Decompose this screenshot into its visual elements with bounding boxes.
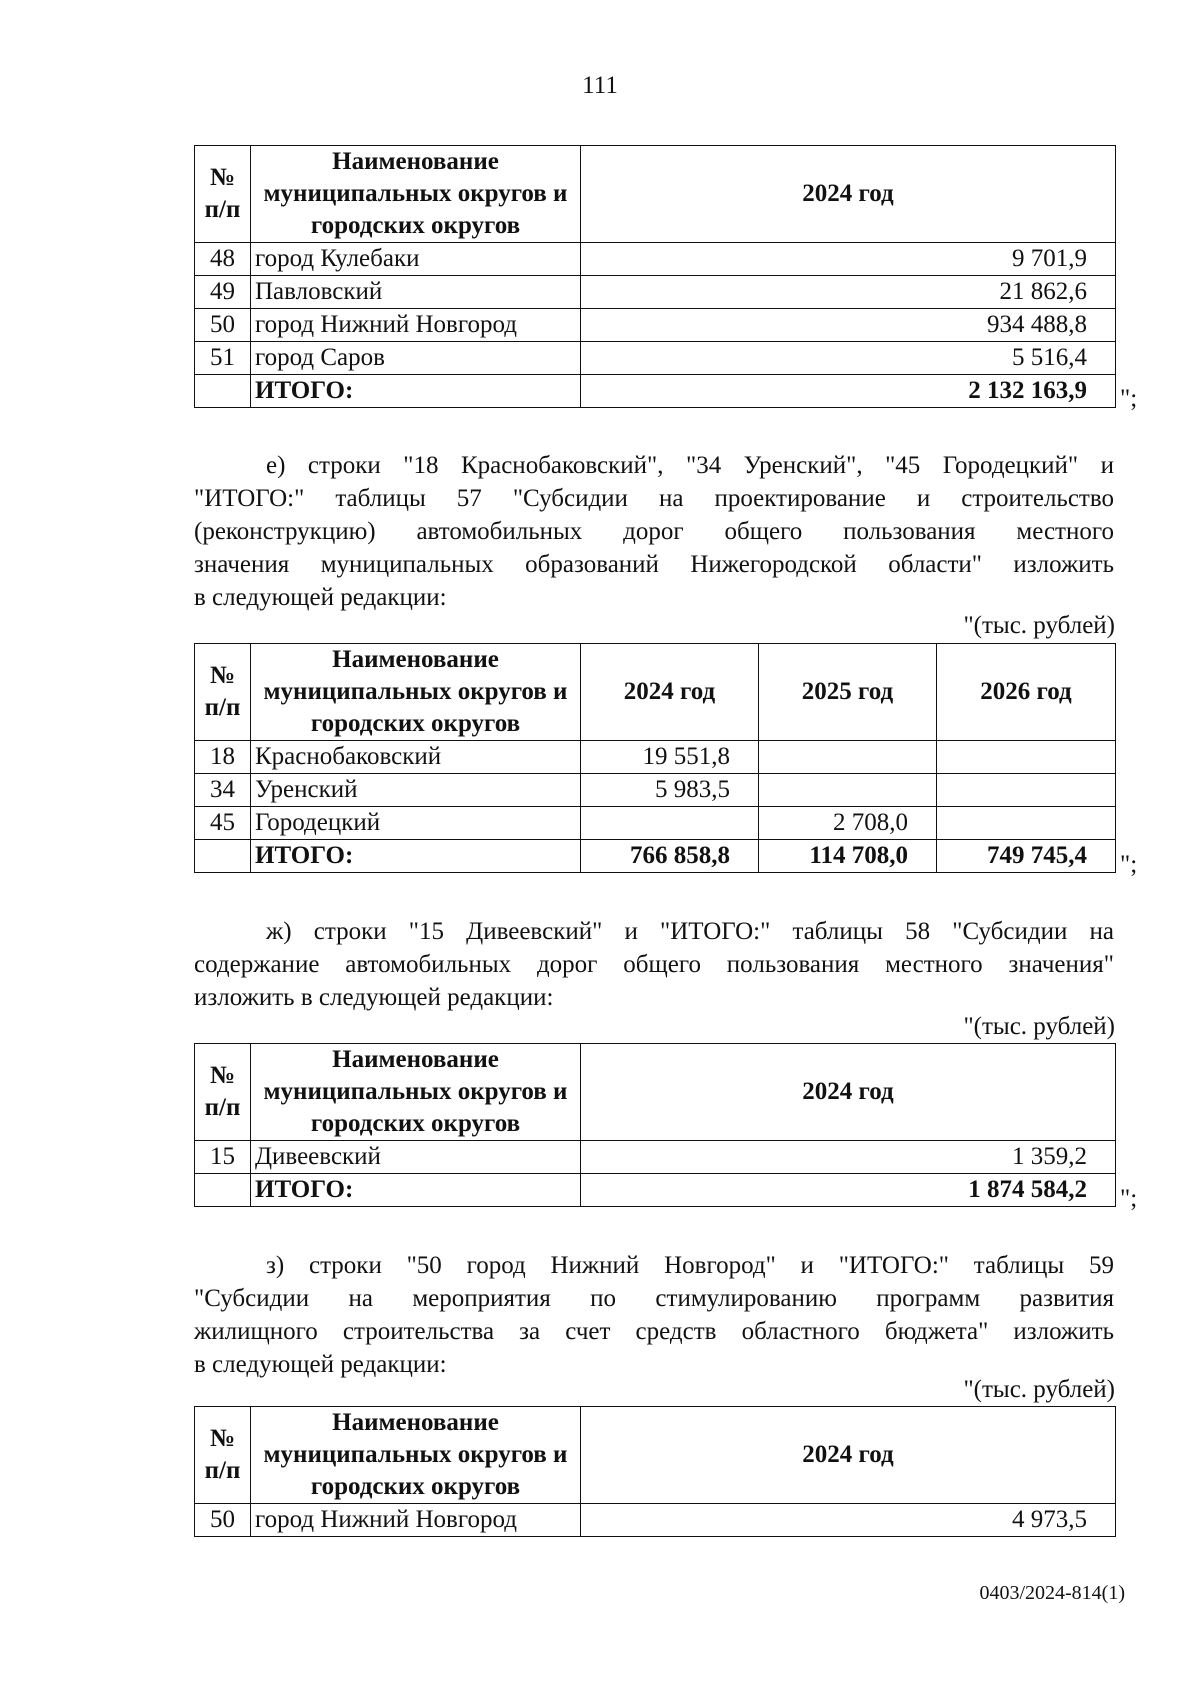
- row-value-2025: [759, 774, 937, 807]
- header-name: Наименование муниципальных округов и городских округов: [251, 1407, 581, 1504]
- row-number: 18: [195, 741, 251, 774]
- header-num: № п/п: [195, 644, 251, 741]
- paragraph-line: (реконструкцию) автомобильных дорог общего пользования местного: [194, 518, 1114, 545]
- header-name: Наименование муниципальных округов и городских округов: [251, 644, 581, 741]
- row-value-2024: 9 701,9: [581, 243, 1116, 276]
- unit-label: "(тыс. рублей): [963, 612, 1115, 639]
- table-row: [195, 774, 1116, 807]
- document-code: 0403/2024-814(1): [979, 1582, 1125, 1604]
- header-name: Наименование муниципальных округов и городских округов: [251, 146, 581, 243]
- total-value-2024: 2 132 163,9: [581, 375, 1116, 408]
- row-name: город Саров: [251, 342, 581, 375]
- table-header-row: [195, 1044, 1116, 1141]
- header-num: № п/п: [195, 146, 251, 243]
- paragraph-line: содержание автомобильных дорог общего пользования местного значения": [194, 951, 1114, 978]
- row-number: 51: [195, 342, 251, 375]
- table-row: [195, 342, 1116, 375]
- table-header-row: [195, 1407, 1116, 1504]
- row-name: город Кулебаки: [251, 243, 581, 276]
- row-value-2026: [937, 774, 1116, 807]
- row-value-2024: 934 488,8: [581, 309, 1116, 342]
- total-label: ИТОГО:: [251, 375, 581, 408]
- table-subsidies-57: [194, 643, 1116, 873]
- row-value-2024: 19 551,8: [581, 741, 759, 774]
- table-row: [195, 243, 1116, 276]
- row-value-2024: 5 983,5: [581, 774, 759, 807]
- paragraph-line: з) строки "50 город Нижний Новгород" и "ИТОГО:" таблицы 59: [266, 1252, 1114, 1279]
- paragraph-line: изложить в следующей редакции:: [194, 984, 554, 1011]
- paragraph-z: [194, 1249, 1114, 1381]
- total-empty-cell: [195, 375, 251, 408]
- paragraph-line: е) строки "18 Краснобаковский", "34 Уренский", "45 Городецкий" и: [266, 452, 1114, 479]
- row-name: Городецкий: [251, 807, 581, 840]
- table-row: [195, 276, 1116, 309]
- header-2025: 2025 год: [759, 644, 937, 741]
- total-value-2025: 114 708,0: [759, 840, 937, 873]
- paragraph-line: значения муниципальных образований Нижегородской области" изложить: [194, 551, 1114, 578]
- total-empty-cell: [195, 840, 251, 873]
- row-number: 34: [195, 774, 251, 807]
- paragraph-e: [194, 449, 1114, 614]
- total-empty-cell: [195, 1174, 251, 1207]
- header-num: № п/п: [195, 1407, 251, 1504]
- row-value-2024: 21 862,6: [581, 276, 1116, 309]
- total-label: ИТОГО:: [251, 840, 581, 873]
- table-header-row: [195, 146, 1116, 243]
- header-2024: 2024 год: [581, 1407, 1116, 1504]
- row-name: Краснобаковский: [251, 741, 581, 774]
- row-number: 15: [195, 1141, 251, 1174]
- paragraph-zh: [194, 915, 1114, 1014]
- table-row: [195, 807, 1116, 840]
- row-name: город Нижний Новгород: [251, 1504, 581, 1537]
- table-row: [195, 1504, 1116, 1537]
- table-row: [195, 309, 1116, 342]
- table-total-row: [195, 1174, 1116, 1207]
- table-subsidies-59: [194, 1406, 1116, 1537]
- header-2026: 2026 год: [937, 644, 1116, 741]
- paragraph-line: ж) строки "15 Дивеевский" и "ИТОГО:" таблицы 58 "Субсидии на: [266, 918, 1114, 945]
- row-value-2025: [759, 741, 937, 774]
- paragraph-line: жилищного строительства за счет средств областного бюджета" изложить: [194, 1318, 1114, 1345]
- row-name: Павловский: [251, 276, 581, 309]
- row-value-2024: 5 516,4: [581, 342, 1116, 375]
- unit-label: "(тыс. рублей): [963, 1376, 1115, 1403]
- total-value-2024: 766 858,8: [581, 840, 759, 873]
- table-row: [195, 741, 1116, 774]
- row-value-2026: [937, 807, 1116, 840]
- paragraph-line: в следующей редакции:: [194, 1351, 447, 1378]
- row-number: 45: [195, 807, 251, 840]
- header-2024: 2024 год: [581, 1044, 1116, 1141]
- header-name: Наименование муниципальных округов и городских округов: [251, 1044, 581, 1141]
- table2-end-quote: ";: [1120, 851, 1138, 878]
- total-label: ИТОГО:: [251, 1174, 581, 1207]
- row-name: Уренский: [251, 774, 581, 807]
- table-subsidies-1: [194, 145, 1116, 408]
- table-subsidies-58: [194, 1043, 1116, 1207]
- table3-end-quote: ";: [1120, 1185, 1138, 1212]
- table-total-row: [195, 840, 1116, 873]
- row-number: 50: [195, 1504, 251, 1537]
- paragraph-line: в следующей редакции:: [194, 584, 447, 611]
- row-number: 49: [195, 276, 251, 309]
- row-name: город Нижний Новгород: [251, 309, 581, 342]
- header-2024: 2024 год: [581, 146, 1116, 243]
- row-value-2024: 1 359,2: [581, 1141, 1116, 1174]
- unit-label: "(тыс. рублей): [963, 1013, 1115, 1040]
- row-value-2026: [937, 741, 1116, 774]
- header-num: № п/п: [195, 1044, 251, 1141]
- header-2024: 2024 год: [581, 644, 759, 741]
- paragraph-line: "ИТОГО:" таблицы 57 "Субсидии на проектирование и строительство: [194, 485, 1114, 512]
- table1-end-quote: ";: [1120, 385, 1138, 412]
- table-row: [195, 1141, 1116, 1174]
- row-value-2024: [581, 807, 759, 840]
- row-value-2024: 4 973,5: [581, 1504, 1116, 1537]
- table-header-row: [195, 644, 1116, 741]
- row-number: 48: [195, 243, 251, 276]
- total-value-2026: 749 745,4: [937, 840, 1116, 873]
- paragraph-line: "Субсидии на мероприятия по стимулированию программ развития: [194, 1285, 1114, 1312]
- page-number: 111: [582, 72, 618, 99]
- row-number: 50: [195, 309, 251, 342]
- total-value-2024: 1 874 584,2: [581, 1174, 1116, 1207]
- table-total-row: [195, 375, 1116, 408]
- row-name: Дивеевский: [251, 1141, 581, 1174]
- row-value-2025: 2 708,0: [759, 807, 937, 840]
